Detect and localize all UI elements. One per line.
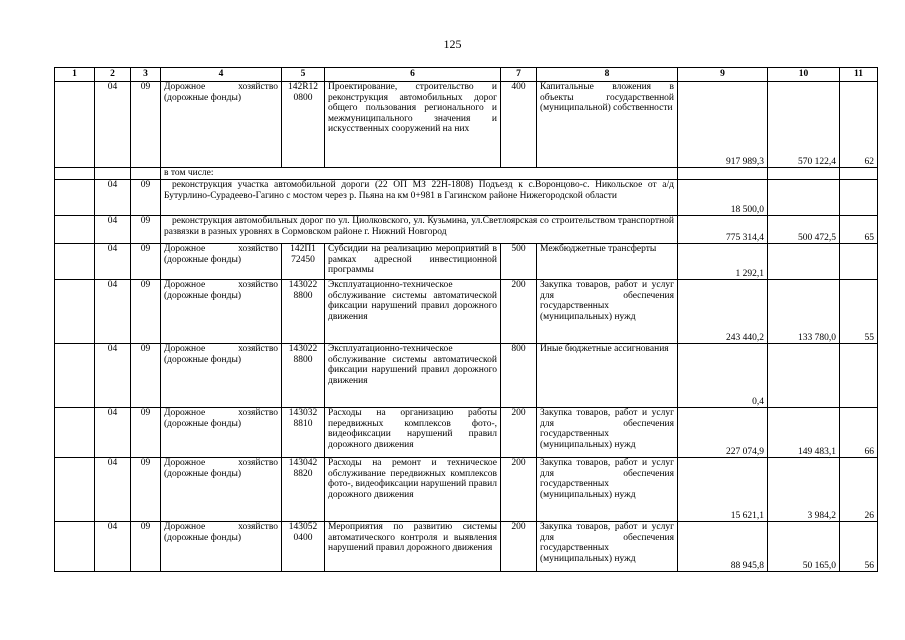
cell-subsection: 09 (131, 344, 161, 408)
cell-section-name: Дорожное хозяйство (дорожные фонды) (161, 244, 282, 280)
cell-amount: 0,4 (678, 344, 768, 408)
cell-expense-type-name: Капитальные вложения в объекты государственной (муниципальной) собственности (537, 82, 678, 168)
cell-target-article: 143022 8800 (282, 344, 325, 408)
table-row (55, 408, 878, 458)
table-row (55, 522, 878, 572)
table-header (55, 68, 878, 82)
cell-amount-2: 3 984,2 (768, 458, 840, 522)
cell-amount: 88 945,8 (678, 522, 768, 572)
cell-percent: 26 (840, 458, 878, 522)
cell-percent: 62 (840, 82, 878, 168)
cell-amount-2 (768, 344, 840, 408)
object-row (55, 180, 878, 216)
cell-col1 (55, 180, 95, 216)
cell-percent (840, 344, 878, 408)
cell-subsection: 09 (131, 280, 161, 344)
column-header-8: 8 (537, 68, 678, 82)
cell-amount: 917 989,3 (678, 82, 768, 168)
cell-subsection: 09 (131, 458, 161, 522)
column-header-4: 4 (161, 68, 282, 82)
cell-amount: 243 440,2 (678, 280, 768, 344)
cell-section: 04 (95, 522, 131, 572)
subheading-row (55, 168, 878, 180)
cell-article-name: Расходы на организацию работы передвижных комплексов фото-, видеофиксации нарушений правил дорожного движения (325, 408, 501, 458)
cell-amount-2: 133 780,0 (768, 280, 840, 344)
cell-subsection: 09 (131, 82, 161, 168)
cell-col1 (55, 216, 95, 244)
cell-amount: 18 500,0 (678, 180, 768, 216)
column-header-10: 10 (768, 68, 840, 82)
cell-section: 04 (95, 408, 131, 458)
object-description: реконструкция участка автомобильной дороги (22 ОП МЗ 22Н-1808) Подъезд к с.Воронцово-с. Никольское от а/д Бутурлино-Сурадеево-Гагино с мостом через р. Пьяна на км 0+981 в Гагинском районе Нижегородской области (161, 180, 678, 216)
table-row (55, 280, 878, 344)
cell-amount: 15 621,1 (678, 458, 768, 522)
cell-expense-type-name: Межбюджетные трансферты (537, 244, 678, 280)
cell-amount-2: 500 472,5 (768, 216, 840, 244)
cell-expense-type: 200 (501, 458, 537, 522)
cell-expense-type-name: Иные бюджетные ассигнования (537, 344, 678, 408)
cell-section: 04 (95, 82, 131, 168)
cell-amount-2 (768, 180, 840, 216)
cell-target-article: 142П1 72450 (282, 244, 325, 280)
cell-percent: 55 (840, 280, 878, 344)
cell-section-name: Дорожное хозяйство (дорожные фонды) (161, 82, 282, 168)
cell-col1 (55, 522, 95, 572)
cell-amount-2: 50 165,0 (768, 522, 840, 572)
cell-col1 (55, 280, 95, 344)
cell-percent: 56 (840, 522, 878, 572)
table-row (55, 458, 878, 522)
cell-expense-type: 200 (501, 522, 537, 572)
cell-percent (840, 180, 878, 216)
budget-table (54, 67, 878, 572)
cell-expense-type: 200 (501, 280, 537, 344)
cell-article-name: Эксплуатационно-техническое обслуживание системы автоматической фиксации нарушений правил дорожного движения (325, 280, 501, 344)
cell-amount-2 (768, 244, 840, 280)
object-description: реконструкция автомобильных дорог по ул. Циолковского, ул. Кузьмина, ул.Светлоярская со строительством транспортной развязки в разных уровнях в Сормовском районе г. Нижний Новгород (161, 216, 678, 244)
cell-amount (678, 168, 768, 180)
table-row (55, 344, 878, 408)
cell-target-article: 143042 8820 (282, 458, 325, 522)
cell-percent: 65 (840, 216, 878, 244)
cell-subsection: 09 (131, 522, 161, 572)
cell-amount: 775 314,4 (678, 216, 768, 244)
cell-section-name: Дорожное хозяйство (дорожные фонды) (161, 344, 282, 408)
cell-expense-type-name: Закупка товаров, работ и услуг для обеспечения государственных (муниципальных) нужд (537, 522, 678, 572)
cell-section-name: Дорожное хозяйство (дорожные фонды) (161, 458, 282, 522)
cell-expense-type: 200 (501, 408, 537, 458)
cell-section: 04 (95, 458, 131, 522)
cell-col1 (55, 82, 95, 168)
column-header-5: 5 (282, 68, 325, 82)
column-header-2: 2 (95, 68, 131, 82)
cell-expense-type-name: Закупка товаров, работ и услуг для обеспечения государственных (муниципальных) нужд (537, 280, 678, 344)
page-number: 125 (443, 37, 462, 51)
cell-percent: 66 (840, 408, 878, 458)
cell-col1 (55, 168, 95, 180)
cell-percent (840, 168, 878, 180)
cell-subsection: 09 (131, 244, 161, 280)
cell-article-name: Проектирование, строительство и реконструкция автомобильных дорог общего пользования регионального и межмуниципального значения и искусственных сооружений на них (325, 82, 501, 168)
cell-expense-type: 800 (501, 344, 537, 408)
cell-amount-2 (768, 168, 840, 180)
cell-subsection: 09 (131, 180, 161, 216)
cell-target-article: 143022 8800 (282, 280, 325, 344)
cell-article-name: Субсидии на реализацию мероприятий в рамках адресной инвестиционной программы (325, 244, 501, 280)
cell-article-name: Мероприятия по развитию системы автоматического контроля и выявления нарушений правил дорожного движения (325, 522, 501, 572)
cell-expense-type-name: Закупка товаров, работ и услуг для обеспечения государственных (муниципальных) нужд (537, 458, 678, 522)
cell-amount: 227 074,9 (678, 408, 768, 458)
table-row (55, 244, 878, 280)
column-header-11: 11 (840, 68, 878, 82)
cell-amount: 1 292,1 (678, 244, 768, 280)
cell-section-name: Дорожное хозяйство (дорожные фонды) (161, 280, 282, 344)
column-header-3: 3 (131, 68, 161, 82)
cell-section: 04 (95, 344, 131, 408)
cell-col1 (55, 408, 95, 458)
cell-target-article: 143052 0400 (282, 522, 325, 572)
cell-expense-type: 500 (501, 244, 537, 280)
cell-section: 04 (95, 216, 131, 244)
table-row (55, 82, 878, 168)
cell-col1 (55, 458, 95, 522)
column-header-9: 9 (678, 68, 768, 82)
cell-section (95, 168, 131, 180)
cell-subsection: 09 (131, 216, 161, 244)
cell-section: 04 (95, 280, 131, 344)
column-header-6: 6 (325, 68, 501, 82)
cell-expense-type: 400 (501, 82, 537, 168)
cell-percent (840, 244, 878, 280)
subheading-text: в том числе: (161, 168, 678, 180)
cell-amount-2: 570 122,4 (768, 82, 840, 168)
cell-article-name: Расходы на ремонт и техническое обслуживание передвижных комплексов фото-, видеофиксации нарушений правил дорожного движения (325, 458, 501, 522)
column-header-1: 1 (55, 68, 95, 82)
cell-col1 (55, 244, 95, 280)
cell-target-article: 143032 8810 (282, 408, 325, 458)
cell-section-name: Дорожное хозяйство (дорожные фонды) (161, 408, 282, 458)
cell-expense-type-name: Закупка товаров, работ и услуг для обеспечения государственных (муниципальных) нужд (537, 408, 678, 458)
column-header-7: 7 (501, 68, 537, 82)
table-body (55, 82, 878, 572)
cell-subsection (131, 168, 161, 180)
object-row (55, 216, 878, 244)
cell-col1 (55, 344, 95, 408)
cell-subsection: 09 (131, 408, 161, 458)
cell-section: 04 (95, 244, 131, 280)
cell-section: 04 (95, 180, 131, 216)
cell-amount-2: 149 483,1 (768, 408, 840, 458)
cell-article-name: Эксплуатационно-техническое обслуживание системы автоматической фиксации нарушений правил дорожного движения (325, 344, 501, 408)
cell-section-name: Дорожное хозяйство (дорожные фонды) (161, 522, 282, 572)
cell-target-article: 142R12 0800 (282, 82, 325, 168)
